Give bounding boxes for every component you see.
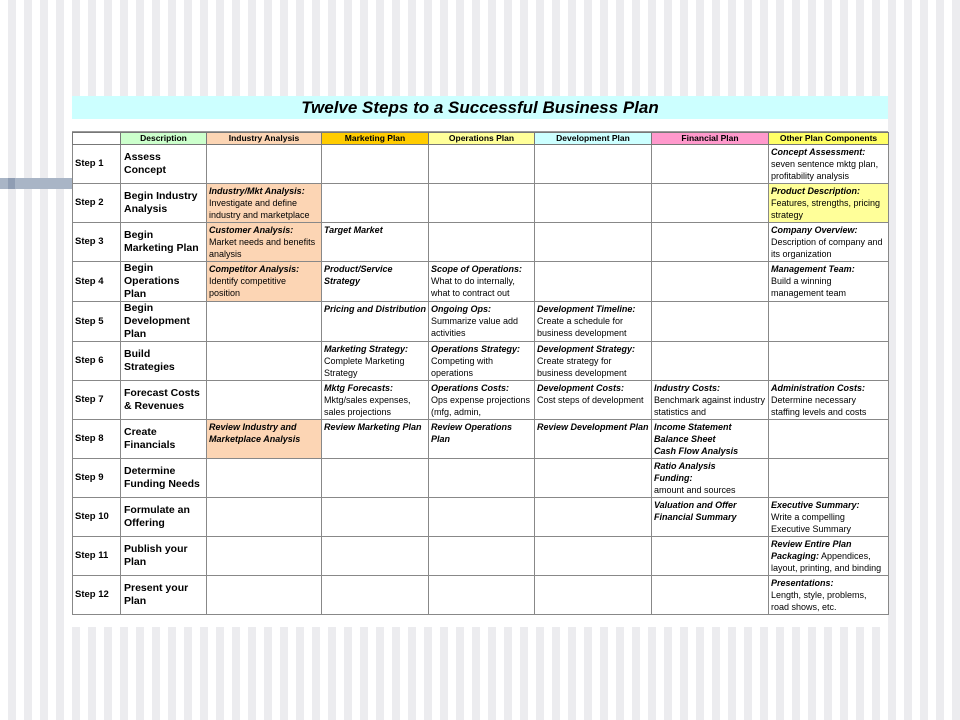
cell-industry <box>207 498 322 537</box>
cell-body: Build a winning management team <box>771 276 847 298</box>
step-label: Step 5 <box>73 302 121 342</box>
cell-financial <box>652 537 769 576</box>
step-label: Step 3 <box>73 223 121 262</box>
cell-body: Create a schedule for business development <box>537 316 627 338</box>
cell-body: Identify competitive position <box>209 276 287 298</box>
cell-body: Length, style, problems, road shows, etc. <box>771 590 867 612</box>
cell-body: Cost steps of development <box>537 395 644 405</box>
cell-body: Summarize value add activities <box>431 316 519 338</box>
table-row <box>73 184 889 223</box>
table-body <box>73 145 889 615</box>
table-row <box>73 145 889 184</box>
step-description: Present your Plan <box>121 576 207 615</box>
cell-industry <box>207 302 322 342</box>
cell-development <box>535 145 652 184</box>
cell-operations <box>429 262 535 302</box>
table-row <box>73 302 889 342</box>
step-label: Step 12 <box>73 576 121 615</box>
cell-heading: Product/Service Strategy <box>324 264 393 286</box>
cell-heading: Packaging: <box>771 551 820 561</box>
header-description: Description <box>121 133 207 145</box>
cell-body: Complete Marketing Strategy <box>324 356 405 378</box>
slide-accent-bar-dark <box>8 178 15 189</box>
cell-body: Benchmark against industry statistics and <box>654 395 766 417</box>
step-description: Begin Marketing Plan <box>121 223 207 262</box>
cell-other <box>769 145 889 184</box>
cell-operations <box>429 498 535 537</box>
step-label: Step 2 <box>73 184 121 223</box>
cell-financial <box>652 184 769 223</box>
cell-operations <box>429 223 535 262</box>
cell-development <box>535 262 652 302</box>
cell-heading: Review Operations Plan <box>431 422 513 444</box>
cell-development <box>535 498 652 537</box>
cell-heading: Valuation and Offer Financial Summary <box>654 500 737 522</box>
cell-marketing <box>322 576 429 615</box>
cell-development <box>535 342 652 381</box>
cell-development <box>535 302 652 342</box>
cell-development <box>535 459 652 498</box>
cell-other <box>769 576 889 615</box>
cell-industry <box>207 459 322 498</box>
step-description: Begin Operations Plan <box>121 262 207 302</box>
step-description: Formulate an Offering <box>121 498 207 537</box>
cell-industry <box>207 184 322 223</box>
cell-other <box>769 420 889 459</box>
header-row <box>73 133 889 145</box>
cell-operations <box>429 184 535 223</box>
cell-industry <box>207 537 322 576</box>
header-industry-analysis: Industry Analysis <box>207 133 322 145</box>
cell-heading: Development Strategy: <box>537 344 636 354</box>
cell-heading: Cash Flow Analysis <box>654 446 739 456</box>
cell-operations <box>429 459 535 498</box>
cell-heading: Development Costs: <box>537 383 625 393</box>
cell-heading: Funding: <box>654 473 693 483</box>
header-operations-plan: Operations Plan <box>429 133 535 145</box>
step-description: Build Strategies <box>121 342 207 381</box>
cell-financial <box>652 302 769 342</box>
cell-industry <box>207 420 322 459</box>
cell-heading: Product Description: <box>771 186 861 196</box>
cell-body: seven sentence mktg plan, profitability analysis <box>771 159 879 181</box>
cell-development <box>535 184 652 223</box>
cell-marketing <box>322 498 429 537</box>
cell-heading: Income Statement <box>654 422 732 432</box>
cell-heading: Administration Costs: <box>771 383 866 393</box>
cell-heading: Target Market <box>324 225 383 235</box>
cell-heading: Mktg Forecasts: <box>324 383 394 393</box>
cell-development <box>535 420 652 459</box>
cell-heading: Customer Analysis: <box>209 225 294 235</box>
cell-marketing <box>322 223 429 262</box>
cell-marketing <box>322 537 429 576</box>
cell-body-text: Appendices, layout, printing, and binding <box>771 551 882 573</box>
cell-body: Investigate and define industry and marketplace <box>209 198 310 220</box>
step-label: Step 6 <box>73 342 121 381</box>
step-description: Begin Development Plan <box>121 302 207 342</box>
cell-financial <box>652 576 769 615</box>
header-marketing-plan: Marketing Plan <box>322 133 429 145</box>
step-label: Step 1 <box>73 145 121 184</box>
cell-other <box>769 184 889 223</box>
cell-heading: Scope of Operations: <box>431 264 523 274</box>
cell-industry <box>207 262 322 302</box>
cell-industry <box>207 576 322 615</box>
table-row <box>73 342 889 381</box>
cell-financial <box>652 145 769 184</box>
step-label: Step 7 <box>73 381 121 420</box>
header-step <box>73 133 121 145</box>
step-description: Assess Concept <box>121 145 207 184</box>
cell-heading: Marketing Strategy: <box>324 344 409 354</box>
cell-marketing <box>322 459 429 498</box>
cell-body: Create strategy for business development <box>537 356 627 378</box>
step-description: Begin Industry Analysis <box>121 184 207 223</box>
spacer-row <box>72 119 888 132</box>
cell-heading: Executive Summary: <box>771 500 860 510</box>
steps-table <box>72 132 889 615</box>
cell-financial <box>652 223 769 262</box>
cell-heading: Company Overview: <box>771 225 858 235</box>
step-description: Publish your Plan <box>121 537 207 576</box>
cell-heading: Review Entire Plan <box>771 539 852 549</box>
cell-other <box>769 498 889 537</box>
cell-operations <box>429 145 535 184</box>
spreadsheet-sheet <box>72 96 888 627</box>
table-row <box>73 420 889 459</box>
table-row <box>73 498 889 537</box>
cell-development <box>535 381 652 420</box>
cell-operations <box>429 420 535 459</box>
cell-operations <box>429 381 535 420</box>
cell-heading: Concept Assessment: <box>771 147 866 157</box>
cell-industry <box>207 145 322 184</box>
cell-other <box>769 459 889 498</box>
cell-industry <box>207 223 322 262</box>
cell-financial <box>652 498 769 537</box>
cell-financial <box>652 381 769 420</box>
cell-other <box>769 342 889 381</box>
header-financial-plan: Financial Plan <box>652 133 769 145</box>
cell-body: Determine necessary staffing levels and costs <box>771 395 867 417</box>
cell-heading: Competitor Analysis: <box>209 264 300 274</box>
table-row <box>73 381 889 420</box>
cell-body: Description of company and its organization <box>771 237 883 259</box>
cell-financial <box>652 342 769 381</box>
table-row <box>73 223 889 262</box>
step-description: Create Financials <box>121 420 207 459</box>
cell-heading: Operations Costs: <box>431 383 510 393</box>
cell-operations <box>429 302 535 342</box>
cell-financial <box>652 262 769 302</box>
step-label: Step 8 <box>73 420 121 459</box>
cell-financial <box>652 420 769 459</box>
cell-heading: Development Timeline: <box>537 304 636 314</box>
cell-heading: Operations Strategy: <box>431 344 521 354</box>
cell-development <box>535 537 652 576</box>
cell-other <box>769 537 889 576</box>
cell-other <box>769 302 889 342</box>
cell-operations <box>429 576 535 615</box>
cell-marketing <box>322 381 429 420</box>
table-row <box>73 576 889 615</box>
cell-heading: Review Industry and Marketplace Analysis <box>209 422 301 444</box>
cell-other <box>769 381 889 420</box>
table-row <box>73 537 889 576</box>
cell-marketing <box>322 184 429 223</box>
cell-marketing <box>322 342 429 381</box>
cell-body: What to do internally, what to contract out <box>431 276 515 298</box>
cell-other <box>769 262 889 302</box>
cell-development <box>535 576 652 615</box>
cell-heading: Industry Costs: <box>654 383 721 393</box>
step-description: Determine Funding Needs <box>121 459 207 498</box>
table-row <box>73 262 889 302</box>
cell-operations <box>429 537 535 576</box>
cell-body: Write a compelling Executive Summary <box>771 512 852 534</box>
cell-heading: Industry/Mkt Analysis: <box>209 186 305 196</box>
cell-body: Mktg/sales expenses, sales projections <box>324 395 411 417</box>
cell-body: Features, strengths, pricing strategy <box>771 198 881 220</box>
cell-industry <box>207 381 322 420</box>
step-description: Forecast Costs & Revenues <box>121 381 207 420</box>
cell-industry <box>207 342 322 381</box>
title-bar <box>72 96 888 120</box>
cell-body: amount and sources <box>654 485 736 495</box>
cell-heading: Management Team: <box>771 264 855 274</box>
header-development-plan: Development Plan <box>535 133 652 145</box>
table-row <box>73 459 889 498</box>
cell-body <box>771 550 886 574</box>
cell-heading: Balance Sheet <box>654 434 716 444</box>
cell-financial <box>652 459 769 498</box>
cell-marketing <box>322 262 429 302</box>
cell-marketing <box>322 302 429 342</box>
cell-body: Ops expense projections (mfg, admin, <box>431 395 531 417</box>
step-label: Step 9 <box>73 459 121 498</box>
cell-operations <box>429 342 535 381</box>
cell-body: Competing with operations <box>431 356 494 378</box>
step-label: Step 4 <box>73 262 121 302</box>
cell-other <box>769 223 889 262</box>
page-title: Twelve Steps to a Successful Business Plan <box>301 98 659 117</box>
cell-heading: Ratio Analysis <box>654 461 716 471</box>
cell-marketing <box>322 145 429 184</box>
cell-heading: Presentations: <box>771 578 834 588</box>
cell-heading: Pricing and Distribution <box>324 304 427 314</box>
cell-marketing <box>322 420 429 459</box>
step-label: Step 10 <box>73 498 121 537</box>
cell-development <box>535 223 652 262</box>
cell-heading: Review Development Plan <box>537 422 649 432</box>
cell-heading: Ongoing Ops: <box>431 304 491 314</box>
cell-body: Market needs and benefits analysis <box>209 237 316 259</box>
step-label: Step 11 <box>73 537 121 576</box>
cell-heading: Review Marketing Plan <box>324 422 422 432</box>
header-other-plan-components: Other Plan Components <box>769 133 889 145</box>
